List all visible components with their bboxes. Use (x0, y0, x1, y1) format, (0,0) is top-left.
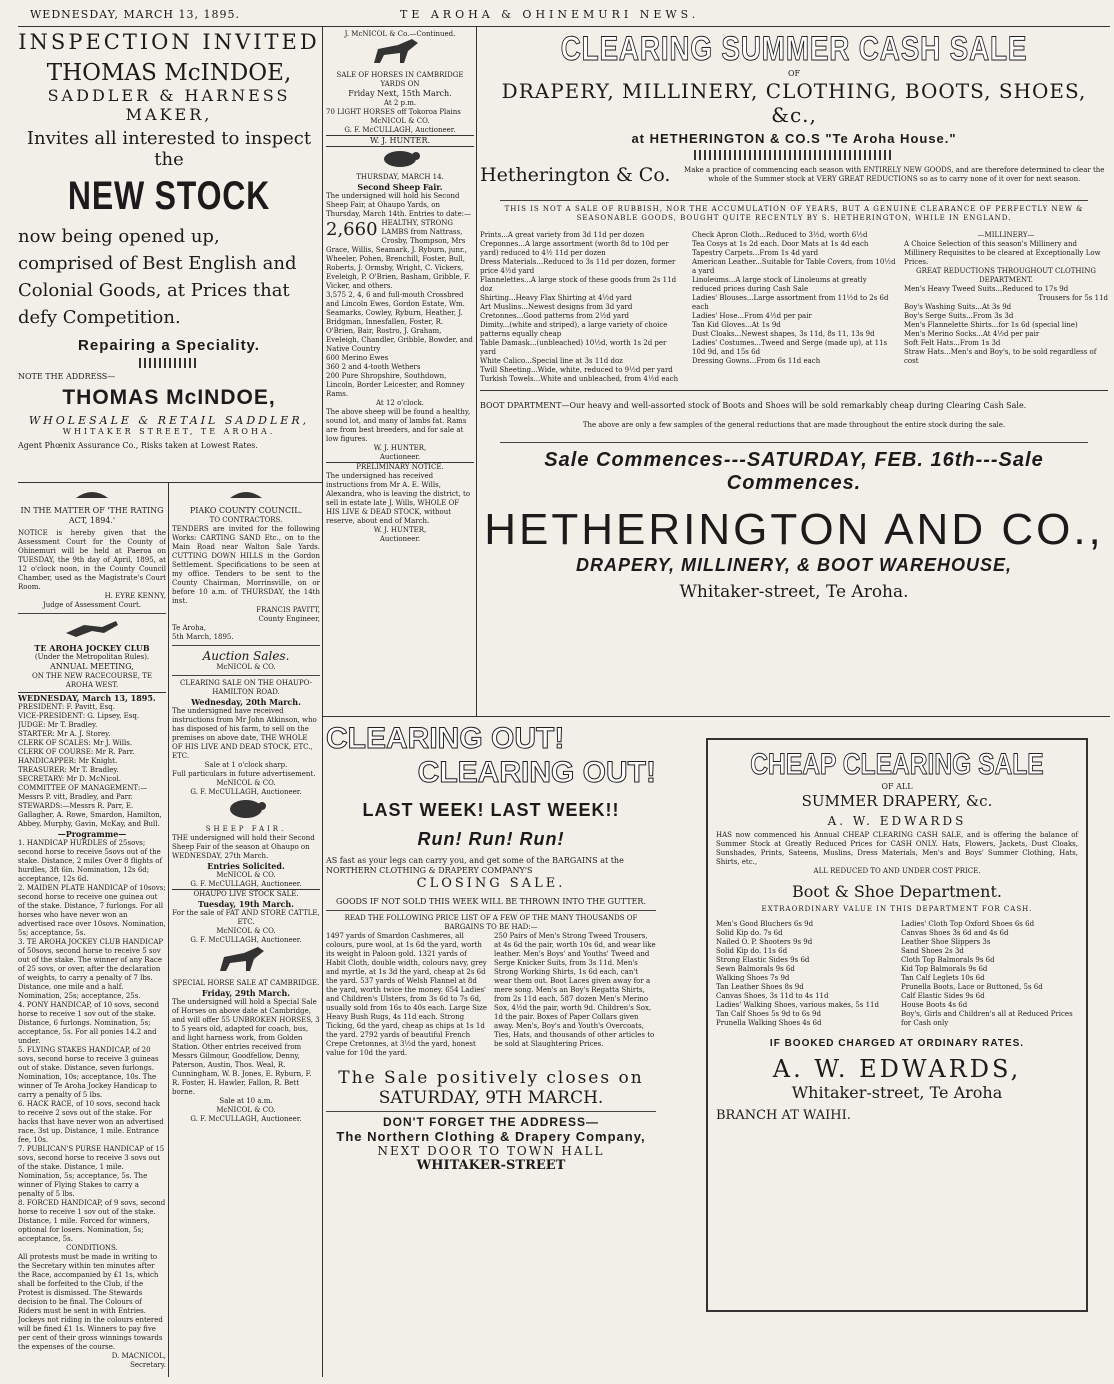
piako-body: TENDERS are invited for the following Works: CARTING SAND Etc., on to the Main Road near Walton Sale Yards. CUTTING DOWN HILLS in the Gordon Settlement. Specifications to be seen at my office. Tenders to be sent to the County Chairman, Morrinsville, on or before 10 a.m. of THURSDAY, the 14th inst. (172, 525, 320, 605)
shoe-item: Men's Good Bluchers 6s 9d (716, 920, 814, 928)
price-item: Dressing Gowns...From 6s 11d each (692, 357, 821, 365)
hetherington-ad (480, 30, 1108, 714)
shoe-columns (716, 920, 1078, 1028)
secretary-signature: D. MACNICOL, (111, 1352, 166, 1360)
edwards-big-name: A. W. EDWARDS, (772, 1055, 1022, 1083)
ohaupo-date: Wednesday, 20th March. (191, 697, 301, 707)
top-rule (18, 26, 1110, 27)
cambridge-time: At 2 p.m. (383, 99, 417, 107)
price-item: White Calico...Special line at 3s 11d doz (480, 357, 623, 365)
price-col-1 (480, 231, 684, 384)
auctioneer: G. F. McCULLAGH, Auctioneer. (190, 880, 302, 888)
northern-body: AS fast as your legs can carry you, and get some of the BARGAINS at the NORTHERN CLOTHING & DRAPERY COMPANY'S (326, 856, 624, 875)
ohaupo-time: Sale at 1 o'clock sharp. (204, 761, 288, 769)
bargain-list-2: 250 Pairs of Men's Strong Tweed Trousers, at 4s 6d the pair, worth 10s 6d, and wear like leather. Men's Boys' and Youths' Tweed and Serge Knicker Suits, from 3s 11d. Men's Strong Working Shirts, 1s 6d each, can't wear them out. Boot Laces given away for a mere song. Men's an Boy's Regatta Shirts, from 2s 11d each. 587 dozen Men's Merino Sox, 4½d the pair, worth 9d. Children's Sox, 1d the pair. Boxes of Paper Collars given away. Men's, Boy's and Youth's Overcoats, Ties, Hats, and thousands of other articles to be sold at Slaughtering Prices. (494, 932, 656, 1048)
company-statement (480, 164, 1108, 186)
mcindoe-name-2: THOMAS McINDOE, (62, 386, 276, 409)
shoe-item: House Boots 4s 6d (901, 1001, 968, 1009)
cambridge-title: SALE OF HORSES IN CAMBRIDGE YARDS ON (336, 71, 464, 88)
shoe-list-left (716, 920, 893, 1028)
price-item: Turkish Towels...White and unbleached, from 4½d each (480, 375, 679, 383)
continued-line: J. McNICOL & Co.—Continued. (344, 30, 456, 38)
of-label: OF (787, 69, 801, 78)
racehorse-icon (18, 617, 166, 643)
auction-title: Auction Sales. (202, 649, 290, 663)
price-item: Cretonnes...Good patterns from 2½d yard (480, 312, 630, 320)
price-item: Trousers for 5s 11d (1038, 294, 1108, 302)
divider (172, 645, 320, 646)
edwards-name: A. W. EDWARDS (827, 814, 967, 828)
gutter-line: GOODS IF NOT SOLD THIS WEEK WILL BE THROWN INTO THE GUTTER. (336, 897, 646, 906)
hunter-name: W. J. HUNTER. (326, 135, 474, 147)
at-line: at HETHERINGTON & CO.S "Te Aroha House." (631, 131, 957, 146)
branch-line: BRANCH AT WAIHI. (716, 1108, 851, 1123)
firm: McNICOL & CO. (216, 871, 276, 879)
shoe-item: Cloth Top Balmorals 9s 6d (901, 956, 995, 964)
price-item: Dimity...(white and striped), a large variety of choice patterns equally cheap (480, 321, 668, 338)
piako-role: County Engineer, (258, 615, 320, 623)
lamb-list: HEALTHY, STRONG LAMBS from Nattrass, Crosby, Thompson, Mrs Grace, Willis, Seamark, J. Ryburn, junr., Wheeler, Pohen, Brenchill, Foster, Bull, Roberts, J. Ormsby, Wright, C. Vickers, Eveleigh, P. O'Brien, Basham, Gribble, F. Vicker, and others. (326, 219, 471, 290)
price-item: Tapestry Carpets...From 1s 4d yard (692, 249, 819, 257)
col-divider-3 (476, 26, 477, 716)
auctioneer: G. F. McCULLAGH, Auctioneer. (190, 1115, 302, 1123)
clearing-summer-heading: CLEARING SUMMER CASH SALE (560, 30, 1028, 68)
northern-ad (326, 722, 656, 1378)
shoe-item: Prunella Boots, Lace or Buttoned, 5s 6d (901, 983, 1043, 991)
ohaupo-body: The undersigned have received instructions from Mr John Atkinson, who has disposed of his farm, to sell on the premises on above date, THE WHOLE OF HIS LIVE AND DEAD STOCK, ETC., ETC. (172, 707, 317, 760)
meeting-date: WEDNESDAY, March 13, 1895. (18, 692, 166, 703)
officer: TREASURER: Mr T. Bradley. (18, 766, 119, 774)
ram-line: 200 Pure Shropshire, Southdown, Lincoln, Border Leicester, and Romney Rams. (326, 372, 465, 398)
fair-time: At 12 o'clock. (375, 399, 424, 407)
price-item: Table Damask...(unbleached) 10½d, worth 1s 2d per yard (480, 339, 667, 356)
col-divider-2 (322, 26, 323, 1377)
race-item: 3. TE AROHA JOCKEY CLUB HANDICAP of 50sovs, second horse to receive 5 sov out of the stake. The winner of any Race of 25 sovs, or over, after the declaration of weights, to carry a penalty of 7 lbs. Distance, one mile and a half. Nomination, 25s; acceptance, 25s. (18, 938, 164, 1000)
auctioneer: G. F. McCULLAGH, Auctioneer. (190, 788, 302, 796)
preliminary-title: PRELIMINARY NOTICE. (326, 462, 474, 472)
ornament (694, 150, 894, 160)
fair-title: Second Sheep Fair. (357, 182, 443, 192)
price-columns (480, 231, 1108, 391)
edwards-address: Whitaker-street, Te Aroha (791, 1083, 1003, 1102)
rating-signature: H. EYRE KENNY, (104, 592, 166, 600)
ornament (139, 358, 199, 368)
cambridge-date: Friday Next, 15th March. (348, 89, 452, 98)
horse-icon (326, 39, 474, 71)
special-sale-date: Friday, 29th March. (201, 988, 291, 998)
closing-sale: CLOSING SALE. (416, 876, 566, 891)
summer-drapery: SUMMER DRAPERY, &c. (801, 792, 993, 810)
hunter-role-2: Auctioneer. (379, 535, 421, 543)
price-item: Soft Felt Hats...From 1s 3d (904, 339, 1001, 347)
col3-upper (326, 30, 474, 714)
officer: SECRETARY: Mr D. McNicol. (18, 775, 121, 783)
mcindoe-invites: Invites all interested to inspect the (26, 128, 312, 170)
issue-date: WEDNESDAY, MARCH 13, 1895. (30, 8, 240, 21)
auction-firm: McNICOL & CO. (216, 663, 276, 671)
dont-forget: DON'T FORGET THE ADDRESS— (382, 1115, 600, 1129)
special-sale-time: Sale at 10 a.m. (219, 1097, 273, 1105)
officer: COMMITTEE OF MANAGEMENT:— Messrs P. vitt, Bradley, and Parr. (18, 784, 148, 801)
rating-title: IN THE MATTER OF 'THE RATING ACT, 1894.' (20, 506, 164, 525)
masthead (20, 4, 1100, 24)
price-item: Straw Hats...Men's and Boy's, to be sold regardless of cost (904, 348, 1097, 365)
price-item: Check Apron Cloth...Reduced to 3½d, worth 6½d (692, 231, 868, 239)
race-item: 1. HANDICAP HURDLES of 25sovs; second horse to receive 5sovs out of the stake. Distance, 2 miles Over 8 flights of hurdles, 3ft 6in. Nomination, 12s 6d; acceptance, 12s 6d. (18, 839, 163, 883)
fair-body: The undersigned will hold his Second Sheep Fair, at Ohaupo Yards, on Thursday, March 14th. Entries to date:— (326, 192, 471, 218)
northern-company: The Northern Clothing & Drapery Company, (336, 1129, 646, 1144)
section-rule (322, 716, 1110, 717)
fair-note: The above sheep will be found a healthy, sound lot, and many of lambs fat. Rams are from best breeders, and for sale at low figures. (326, 408, 471, 443)
annual-meeting: ANNUAL MEETING, (50, 662, 134, 671)
divider (500, 200, 1088, 201)
auctioneer: G. F. McCULLAGH, Auctioneer. (190, 936, 302, 944)
hunter-signature-2: W. J. HUNTER, (373, 526, 427, 534)
race-item: 5. FLYING STAKES HANDICAP, of 20 sovs, second horse to receive 3 guineas out of stake. Distance, seven furlongs. Nomination, 10s; acceptance, 10s. The winner of Te Aroha Jockey Handicap to carry a penalty of 5 lbs. (18, 1046, 159, 1099)
rating-body: NOTICE is hereby given that the Assessment Court for the County of Ohinemuri will be held at Paeroa on TUESDAY, the 9th day of April, 1895, at 12 o'clock noon, in the County Council Chamber, used as the Magistrate's Court Room. (18, 529, 166, 591)
price-item: Creponnes...A large assortment (worth 8d to 10d per yard) reduced to 4½ 11d per dozen (480, 240, 669, 257)
shoe-item: Prunella Walking Shoes 4s 6d (716, 1019, 822, 1027)
shoe-item: Tan Calf Leglets 10s 6d (901, 974, 985, 982)
price-item: Dust Cloaks...Newest shapes, 3s 11d, 8s 11, 13s 9d (692, 330, 875, 338)
rating-role: Judge of Assessment Court. (42, 601, 142, 609)
firm: McNICOL & CO. (216, 927, 276, 935)
mcindoe-name: THOMAS McINDOE, (46, 60, 292, 86)
ewe-list: 3,575 2, 4, 6 and full-mouth Crossbred and Lincoln Ewes, Gordon Estate, Wm. Seamarks, Cowley, Ryburn, Heather, J. Bridgman, Innesfallen, Foster, R. O'Brien, Bair, Rostro, J. Graham, Eveleigh, Chandler, Gribble, Bowder, and Native Country (326, 291, 473, 353)
divider (18, 613, 166, 614)
firm: McNICOL & CO. (370, 117, 430, 125)
clearing-out-1: CLEARING OUT! (326, 722, 565, 755)
conditions-title: CONDITIONS. (66, 1244, 118, 1252)
price-item: Flannelettes...A large stock of these goods from 2s 11d doz (480, 276, 677, 293)
shoe-item: Tan Leather Shoes 8s 9d (716, 983, 804, 991)
booked-line: IF BOOKED CHARGED AT ORDINARY RATES. (769, 1038, 1025, 1049)
boot-shoe-heading: Boot & Shoe Department. (792, 882, 1002, 901)
conditions-body: All protests must be made in writing to the Secretary within ten minutes after the Race, accompanied by £1 1s, which shall be forfeited to the Club, if the Protest is dismissed. The Stewards decision to be final. The Colours of Riders must be sent in with Entries. Jockeys not riding in the colours entered will be fined £1 1s. Winners to pay five per cent of their gross winnings towards the expenses of the course. (18, 1253, 163, 1351)
racecourse: ON THE NEW RACECOURSE, TE AROHA WEST. (31, 672, 153, 689)
secretary-role: Secretary. (130, 1361, 166, 1369)
mcindoe-trade: SADDLER & HARNESS MAKER, (47, 86, 291, 124)
live-stock-body: For the sale of FAT AND STORE CATTLE, ETC. (172, 909, 320, 926)
divider (326, 1111, 656, 1112)
ohaupo-title: CLEARING SALE ON THE OHAUPO-HAMILTON ROAD. (179, 679, 313, 696)
firm: McNICOL & CO. (216, 1106, 276, 1114)
piako-place: Te Aroha, (172, 624, 207, 632)
wholesale-line: WHOLESALE & RETAIL SADDLER, (28, 414, 310, 427)
shoe-item: Ladies' Walking Shoes, various makes, 5s 11d (716, 1001, 879, 1009)
officer: CLERK OF SCALES: Mr J. Wills. (18, 739, 133, 747)
reduced-line: ALL REDUCED TO AND UNDER COST PRICE. (813, 867, 981, 875)
shoe-item: Boy's, Girls and Children's all at Reduced Prices for Cash only (901, 1010, 1073, 1027)
shoe-item: Canvas Shoes, 3s 11d to 4s 11d (716, 992, 829, 1000)
price-item: Boy's Washing Suits...At 3s 9d (904, 303, 1012, 311)
last-week: LAST WEEK! LAST WEEK!! (362, 800, 620, 820)
shoe-item: Ladies' Cloth Top Oxford Shoes 6s 6d (901, 920, 1035, 928)
col-divider-1 (168, 482, 169, 1377)
lamb-count: 2,660 (326, 219, 378, 240)
hunter-role: Auctioneer. (379, 453, 421, 461)
race-item: 6. HACK RACE, of 10 sovs, second hack to receive 2 sovs out of the stake. For hacks that have never won an advertised race. 3st up. Distance, 1 mile. Entrance fee, 10s. (18, 1100, 164, 1144)
shoe-item: Leather Shoe Slippers 3s (901, 938, 991, 946)
race-program (18, 839, 166, 1244)
race-item: 7. PUBLICAN'S PURSE HANDICAP of 15 sovs, second horse to receive 3 sovs out of the stake. Distance, 1 mile. Nomination, 5s; acceptance, 5s. The winner of Flying Stakes to carry a penalty of 5 lbs. (18, 1145, 165, 1198)
merino-line: 600 Merino Ewes (326, 354, 389, 362)
race-item: 8. FORCED HANDICAP, of 9 sovs, second horse to receive 1 sov out of the stake. Distance, 1 mile. Forced for winners, optional for losers. Nomination, 5s; acceptance, 5s. (18, 1199, 166, 1243)
preliminary-body: The undersigned has received instructions from Mr A. E. Wills, Alexandra, who is leaving the district, to sell in estate late J. Wills, WHOLE OF HIS LIVE & DEAD STOCK, without reserve, about end of March. (326, 472, 471, 525)
sheep-icon (326, 147, 474, 173)
shoe-item: Walking Shoes 7s 9d (716, 974, 790, 982)
mcindoe-address: WHITAKER STREET, TE AROHA. (62, 427, 276, 436)
officer: PRESIDENT: F. Pavitt, Esq. (18, 703, 115, 711)
edwards-ad (706, 738, 1088, 1312)
of-all: OF ALL (881, 782, 913, 791)
newspaper-title: TE AROHA & OHINEMURI NEWS. (400, 8, 700, 21)
ohaupo-more: Full particulars in future advertisement. (172, 770, 316, 778)
col2-lower (172, 486, 320, 1376)
sheep-icon (172, 797, 320, 825)
whitaker-street: WHITAKER-STREET (416, 1158, 566, 1173)
officer: JUDGE: Mr T. Bradley. (18, 721, 98, 729)
millinery-heading: —MILLINERY— (977, 231, 1035, 239)
jockey-sub: (Under the Metropolitan Rules). (34, 653, 150, 661)
auctioneer: G. F. McCULLAGH, Auctioneer. (344, 126, 456, 134)
shoe-item: Kid Top Balmorals 9s 6d (901, 965, 988, 973)
officer: STEWARDS:—Messrs R. Parr, E. Gallagher, A. Rowe, Smardon, Hamilton, Abbey, Murphy, Gavin, McKay, and Bull. (18, 802, 162, 828)
price-item: Ladies' Blouses...Large assortment from 11½d to 2s 6d each (692, 294, 889, 311)
crest-icon (18, 486, 166, 506)
officer: VICE-PRESIDENT: G. Lipsey, Esq. (18, 712, 140, 720)
piako-sub: TO CONTRACTORS. (209, 516, 283, 524)
fair-date: THURSDAY, MARCH 14. (356, 173, 444, 181)
officer-list (18, 703, 166, 829)
run-line: Run! Run! Run! (417, 829, 565, 849)
cambridge-body: 70 LIGHT HORSES off Tokoroa Plains (326, 108, 461, 116)
race-item: 2. MAIDEN PLATE HANDICAP of 10sovs; second horse to receive one guinea out of the stake. Distance, 7 furlongs. For all horses who have never won an advertised race over 10sovs. Nomination, 5s; acceptance, 5s. (18, 884, 166, 937)
price-item: Boy's Serge Suits...From 3s 3d (904, 312, 1014, 320)
mcindoe-headline: INSPECTION INVITED (18, 30, 320, 54)
cheap-clearing-heading: CHEAP CLEARING SALE (750, 748, 1044, 781)
mcindoe-body: now being opened up, comprised of Best English and Colonial Goods, at Prices that defy Competition. (18, 226, 297, 328)
piako-date: 5th March, 1895. (172, 633, 234, 641)
live-stock-date: Tuesday, 19th March. (197, 899, 294, 909)
divider (326, 910, 656, 911)
shoe-item: Nailed O. P. Shooters 9s 9d (716, 938, 813, 946)
bargain-columns (326, 932, 656, 1058)
divider (172, 675, 320, 676)
boot-department: BOOT DPARTMENT—Our heavy and well-assorted stock of Boots and Shoes will be sold remarkably cheap during Clearing Cash Sale. (480, 401, 1027, 410)
price-item: Ladies' Costumes...Tweed and Serge (made up), at 11s 10d 9d, and 15s 6d (692, 339, 888, 356)
shoe-item: Tan Calf Shoes 5s 9d to 6s 9d (716, 1010, 821, 1018)
hunter-signature: W. J. HUNTER, (373, 444, 427, 452)
officer: CLERK OF COURSE: Mr R. Parr. (18, 748, 135, 756)
edwards-body: HAS now commenced his Annual CHEAP CLEARING CASH SALE, and is offering the balance of Summer Stock at Greatly Reduced Prices for CASH ONLY. Hats, Flowers, Jackets, Dust Cloaks, Sunshades, Prints, Sateens, Muslins, Dress Materials, Men's and Boys' Summer Clothing, Hats, Shirts, etc., (716, 831, 1078, 866)
clothing-heading: GREAT REDUCTIONS THROUGHOUT CLOTHING DEPARTMENT. (915, 267, 1096, 284)
price-item: Dress Materials...Reduced to 3s 11d per dozen, former price 4½d yard (480, 258, 676, 275)
clearing-out-2: CLEARING OUT! (417, 756, 656, 789)
shoe-item: Strong Elastic Sides 9s 6d (716, 956, 810, 964)
company-body: Make a practice of commencing each season with ENTIRELY NEW GOODS, and are therefore determined to clear the whole of the Summer stock at VERY GREAT REDUCTIONS so as to carry none of it over for next season. (684, 166, 1105, 183)
price-item: Ladies' Hose...From 4½d per pair (692, 312, 812, 320)
price-item: A Choice Selection of this season's Millinery and Millinery Requisites to be cleared at Exceptionally Low Prices. (904, 240, 1101, 266)
divider (500, 442, 1088, 443)
shoe-item: Sand Shoes 2s 3d (901, 947, 964, 955)
piako-signature: FRANCIS PAVITT, (256, 606, 320, 614)
genuine-notice: THIS IS NOT A SALE OF RUBBISH, NOR THE ACCUMULATION OF YEARS, BUT A GENUINE CLEARANCE OF PERFECTLY NEW & SEASONABLE GOODS, BOUGHT QUITE RECENTLY BY S. HETHERINGTON, WHILE IN ENGLAND. (504, 205, 1084, 222)
sheep-fair-body: THE undersigned will hold their Second Sheep Fair of the season at Ohaupo on WEDNESDAY, 27th March. (172, 834, 315, 860)
price-item: Men's Merino Socks...At 4½d per pair (904, 330, 1040, 338)
price-item: Prints...A great variety from 3d 11d per dozen (480, 231, 645, 239)
mcindoe-ad (18, 30, 320, 480)
hetherington-big-name: HETHERINGTON AND CO., (484, 505, 1104, 554)
piako-title: PIAKO COUNTY COUNCIL. (189, 506, 303, 515)
special-sale-body: The undersigned will hold a Special Sale of Horses on above date at Cambridge, and will offer 55 UNBROKEN HORSES, 3 to 5 years old, adapted for coach, bus, and light harness work, from Golden Station. Other entries received from Messrs Gilmour, Goodfellow, Denny, Paterson, Austin, Thos. Weal, R. Cunningham, W. B. Jones, E. Ryburn, F. R. Foster, H. Hawler, Fallon, R. Bett borne. (172, 998, 320, 1096)
price-item: American Leather...Suitable for Table Covers, from 10½d a yard (692, 258, 896, 275)
wether-line: 360 2 and 4-tooth Wethers (326, 363, 421, 371)
programme-title: —Programme— (57, 829, 127, 839)
hetherington-address: Whitaker-street, Te Aroha. (679, 582, 909, 602)
horse-icon (172, 945, 320, 979)
price-item: Twill Sheeting...Wide, white, reduced to 9½d per yard (480, 366, 673, 374)
shoe-item: Calf Elastic Sides 9s 6d (901, 992, 985, 1000)
price-item: Men's Heavy Tweed Suits...Reduced to 17s 9d (904, 285, 1069, 293)
company-name: Hetherington & Co. (480, 164, 671, 186)
price-col-2 (692, 231, 896, 384)
officer: STARTER: Mr A. J. Storey. (18, 730, 111, 738)
closes-line: The Sale positively closes on (338, 1068, 644, 1088)
crest-icon (172, 486, 320, 506)
price-col-3 (904, 231, 1108, 384)
entries: Entries Solicited. (207, 861, 285, 871)
firm: McNICOL & CO. (216, 779, 276, 787)
special-sale-title: SPECIAL HORSE SALE AT CAMBRIDGE. (172, 979, 320, 987)
sale-commences: Sale Commences---SATURDAY, FEB. 16th---Sale Commences. (544, 449, 1044, 494)
mcindoe-bottom-rule (18, 482, 322, 483)
shoe-item: Solid Kip do. 11s 6d (716, 947, 788, 955)
price-item: Shirting...Heavy Flax Shirting at 4½d yard (480, 294, 632, 302)
closing-date: SATURDAY, 9TH MARCH. (378, 1088, 604, 1108)
col1-lower (18, 486, 166, 1376)
bargain-list-1: 1497 yards of Smardon Cashmeres, all colours, pure wool, at 1s 6d the yard, worth its weight in Paloon gold. 1321 yards of Habit Cloth, double width, colours navy, grey and myrtle, at 1s 3d the yard, cheap at 2s 6d the yard. 537 yards of Welsh Flannel at 8d the yard, worth twice the money. 654 Ladies' and Children's Ulsters, from 3s 6d to 7s 6d, usually sold from 16s to 40s each. Large Size Heavy Bush Rugs, 4s 11d each. Strong Ticking, 6d the yard, cheap as chips at 1s 1d the yard. 2792 yards of beautiful French Crepe Cretonnes, at 3½d the yard, honest value for 10d the yard. (326, 932, 487, 1057)
price-item: Art Muslins...Newest designs from 3d yard (480, 303, 633, 311)
price-item: Linoleums...A large stock of Linoleums at greatly reduced prices during Cash Sale (692, 276, 867, 293)
shoe-item: Canvas Shoes 3s 6d and 4s 6d (901, 929, 1009, 937)
extra-value: EXTRAORDINARY VALUE IN THIS DEPARTMENT FOR CASH. (761, 905, 1033, 913)
shoe-item: Sewn Balmorals 9s 6d (716, 965, 795, 973)
samples-note: The above are only a few samples of the general reductions that are made throughout the entire stock during the sale. (582, 421, 1006, 429)
address-note: NOTE THE ADDRESS— (18, 372, 116, 381)
shoe-item: Solid Kip do. 7s 6d (716, 929, 783, 937)
live-stock-title: OHAUPO LIVE STOCK SALE. (172, 889, 320, 899)
next-door: NEXT DOOR TO TOWN HALL (377, 1144, 605, 1158)
jockey-title: TE AROHA JOCKEY CLUB (34, 643, 150, 653)
read-line: READ THE FOLLOWING PRICE LIST OF A FEW OF THE MANY THOUSANDS OF BARGAINS TO BE HAD:— (344, 914, 638, 931)
shoe-list-right (901, 920, 1078, 1028)
agent-line: Agent Phœnix Assurance Co., Risks taken at Lowest Rates. (18, 441, 258, 450)
new-stock-heading: NEW STOCK (67, 174, 271, 218)
warehouse-line: DRAPERY, MILLINERY, & BOOT WAREHOUSE, (575, 555, 1013, 575)
price-item: Men's Flannelette Shirts...for 1s 6d (special line) (904, 321, 1078, 329)
price-item: Tan Kid Gloves...At 1s 9d (692, 321, 781, 329)
sheep-fair-title: SHEEP FAIR. (205, 825, 287, 833)
price-item: Tea Cosys at 1s 2d each. Door Mats at 1s 4d each (692, 240, 869, 248)
product-line: DRAPERY, MILLINERY, CLOTHING, BOOTS, SHOES, &c., (501, 79, 1087, 127)
race-item: 4. PONY HANDICAP, of 10 sovs, second horse to receive 1 sov out of the stake. Distance, 6 furlongs. Nomination, 5s; acceptance, 5s. For all ponies 14.2 and under. (18, 1001, 159, 1045)
officer: HANDICAPPER: Mr Knight. (18, 757, 118, 765)
repair-line: Repairing a Speciality. (78, 337, 260, 354)
